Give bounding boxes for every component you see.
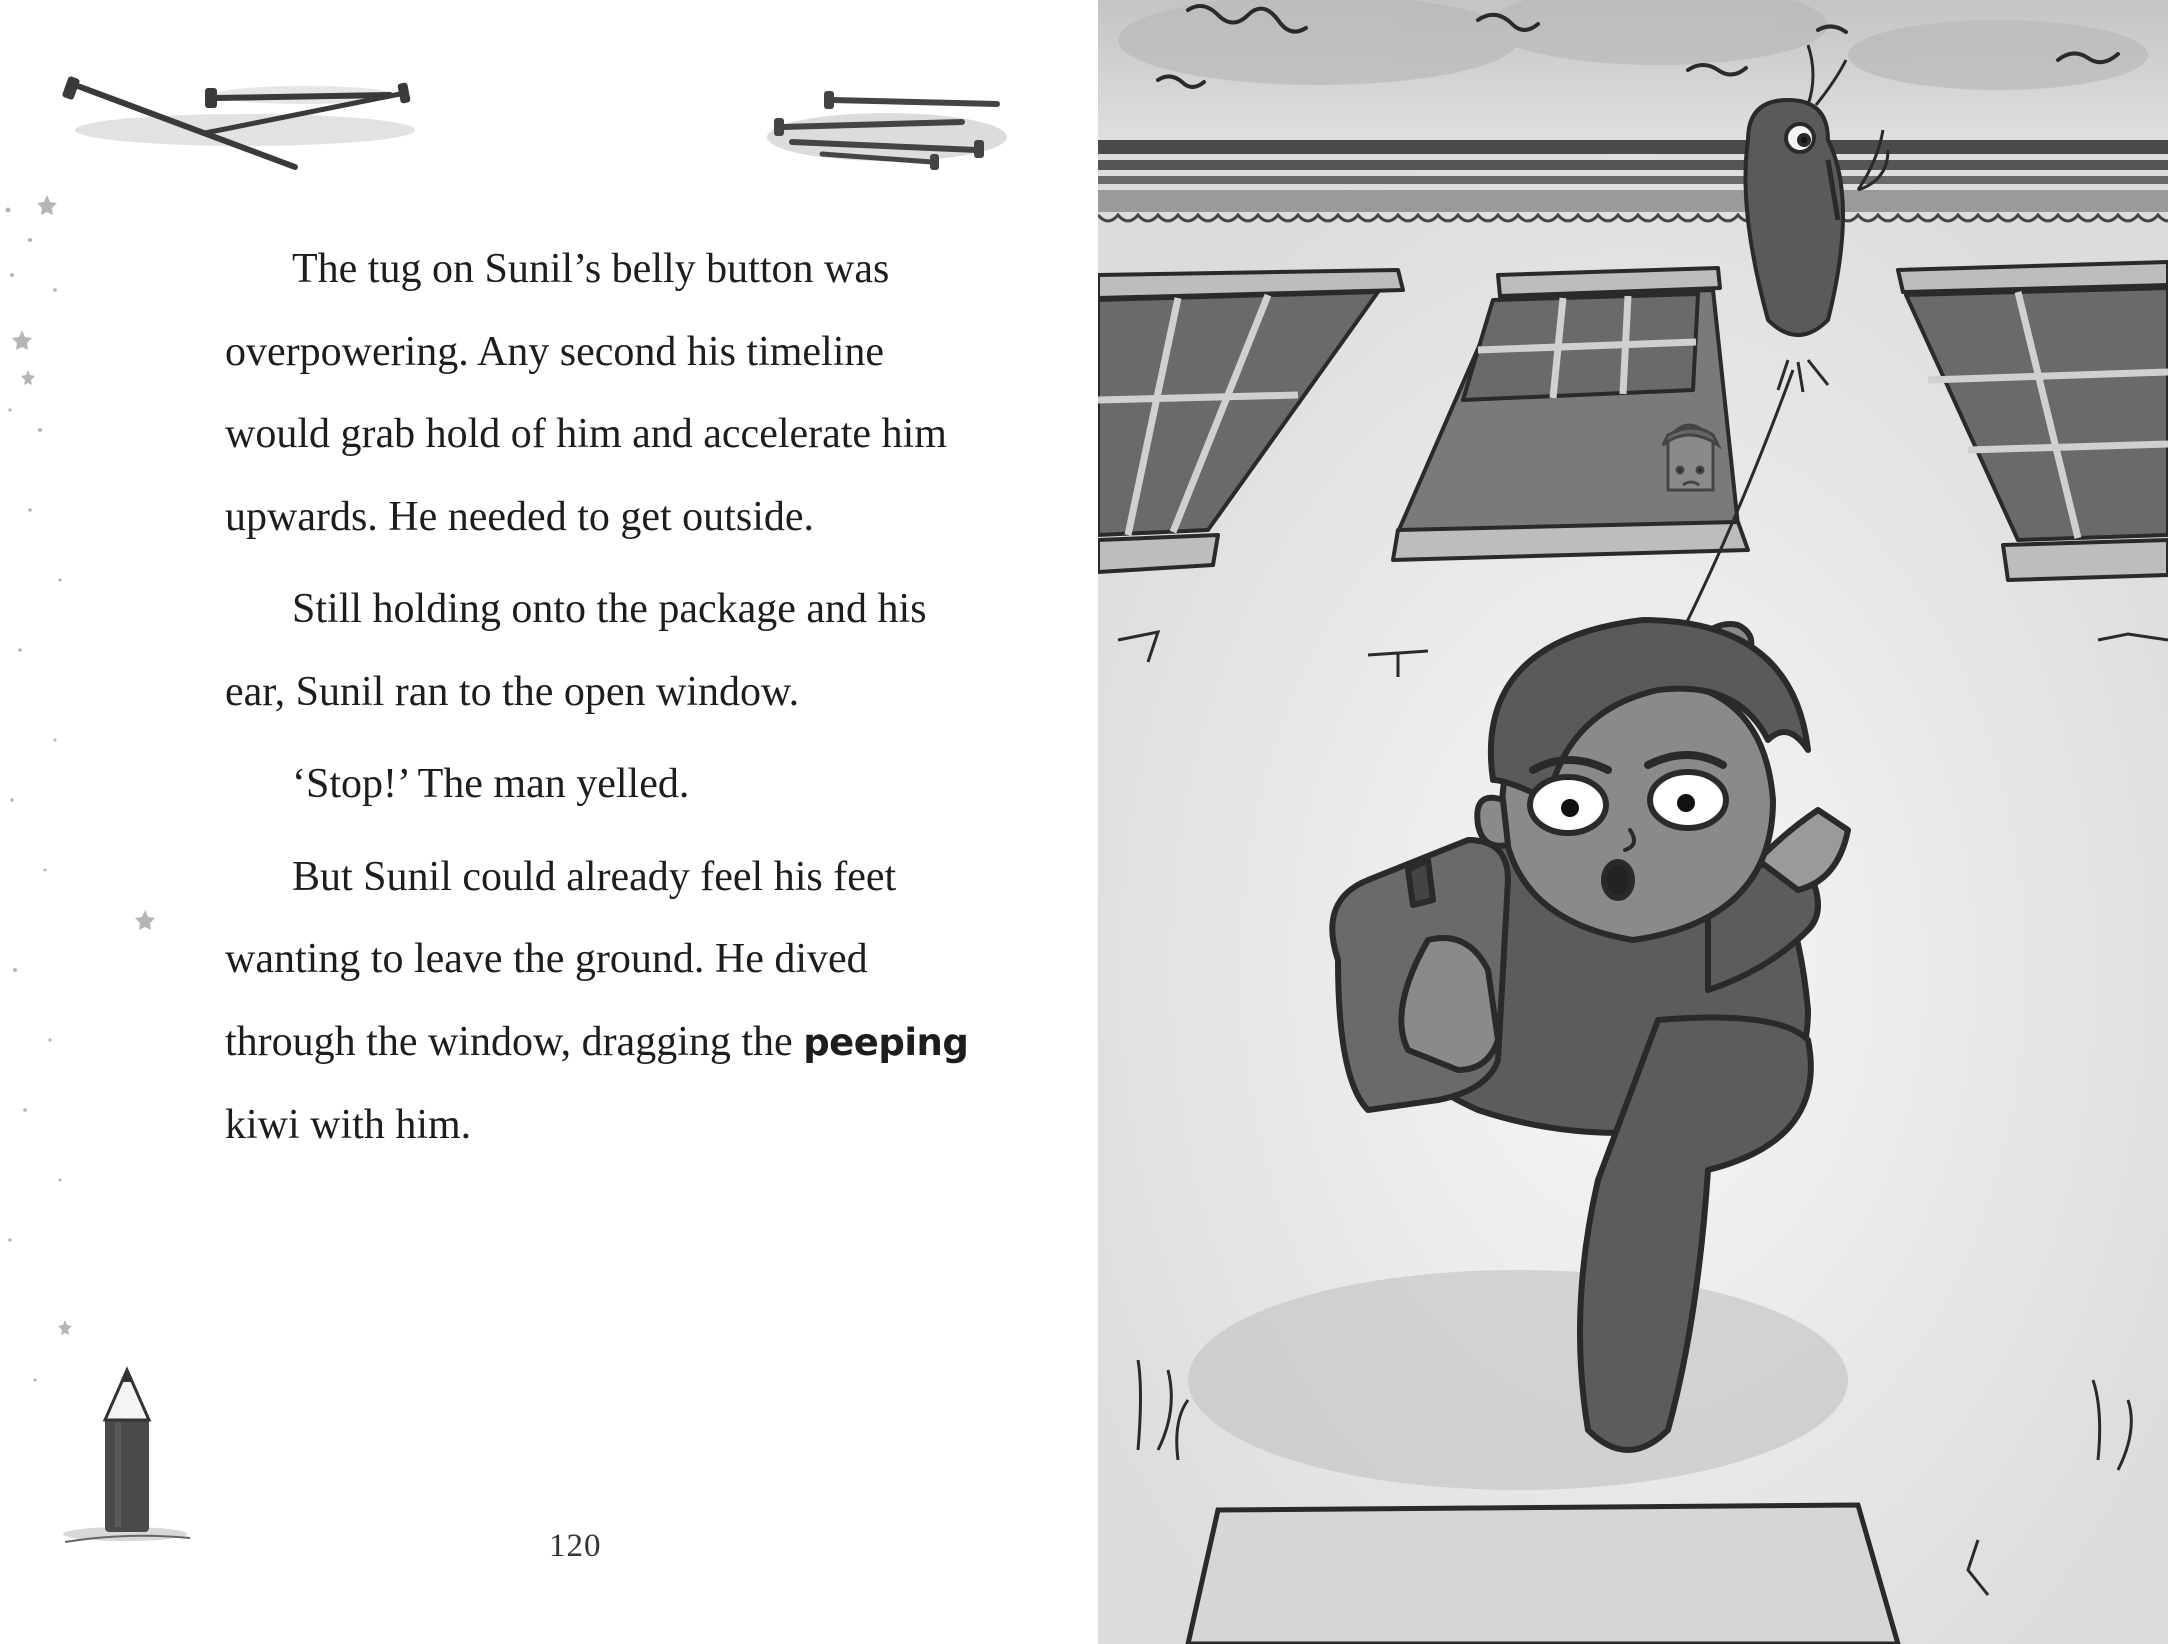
emphasized-word: peeping — [803, 1020, 969, 1064]
illustration — [1098, 0, 2168, 1644]
crossed-nails-icon — [55, 55, 435, 185]
pile-of-nails-icon — [762, 82, 1012, 172]
pencil-stub-icon — [55, 1362, 195, 1562]
paragraph-2: Still holding onto the package and his ear, Sunil ran to the open window. — [225, 586, 927, 715]
page-number: 120 — [549, 1528, 602, 1564]
story-text — [225, 228, 985, 1167]
paragraph-1: The tug on Sunil’s belly button was overpowering. Any second his timeline would grab hold of him and accelerate him upwards. He needed to get outside. — [225, 246, 947, 540]
paragraph-4 — [225, 836, 985, 1167]
paragraph-4-end: kiwi with him. — [225, 1102, 472, 1148]
stars-icon — [0, 180, 160, 1400]
paragraph-4-start: But Sunil could already feel his feet wanting to leave the ground. He dived through the window, dragging the — [225, 853, 897, 1065]
paragraph-3: ‘Stop!’ The man yelled. — [292, 761, 690, 807]
illustration-artwork — [1098, 0, 2168, 1644]
